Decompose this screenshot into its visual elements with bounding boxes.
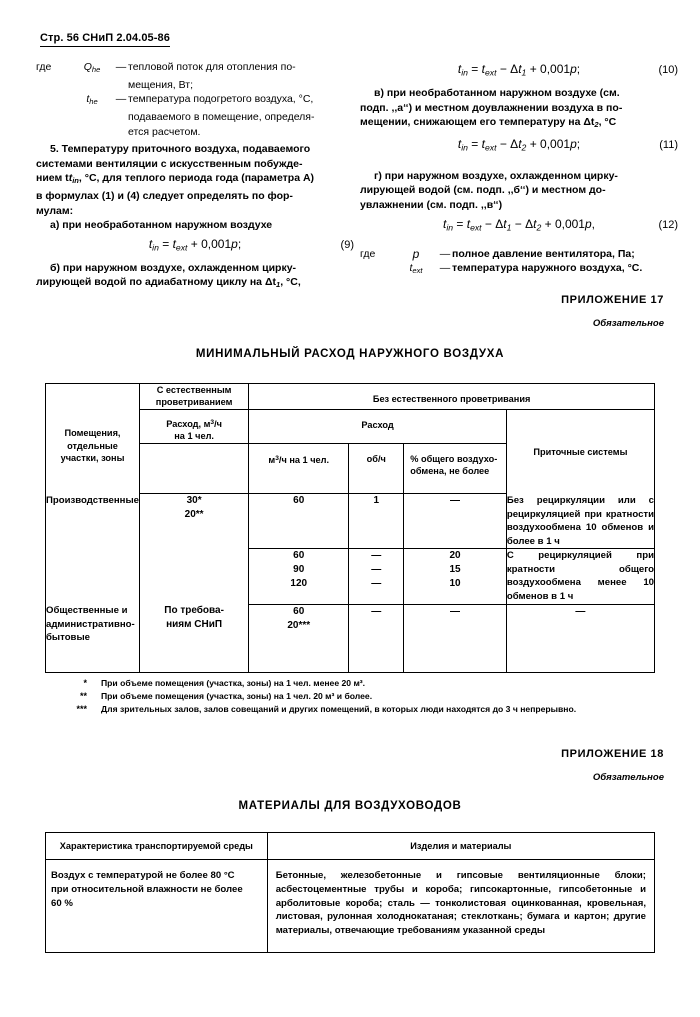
th-air-changes: об/ч <box>349 443 404 494</box>
th-flow-col2-blank <box>140 443 249 494</box>
td-row3-m3h-1: 60 <box>293 605 305 617</box>
td-row2-percent-1: 20 <box>449 550 461 562</box>
footnote-2-text: При объеме помещения (участка, зоны) на 1 чел. 20 м³ и более. <box>101 691 373 701</box>
definition-text-text: температура наружного воздуха, °С. <box>452 262 643 275</box>
appendix-17-obligatory: Обязательное <box>592 318 664 329</box>
td-row1-obh: 1 <box>349 494 404 549</box>
clause-5-line1 <box>36 142 354 157</box>
td-row1-natural <box>140 494 249 604</box>
item-v-line3: мещении, снижающем его температуру на $\Delta t_2$, °С <box>360 116 617 130</box>
left-text-column <box>36 60 354 293</box>
td-row3-natural <box>140 604 249 673</box>
footnote-3-mark: *** <box>76 704 87 714</box>
formula-11-line <box>360 137 678 157</box>
symbol-text: $t_{ext}$ <box>409 262 423 276</box>
definition-text-qhe: тепловой поток для отопления по- <box>128 61 296 73</box>
th-flow-per-person <box>140 409 249 443</box>
clause-5-text3b: , °С, для теплого периода года (параметра А) <box>78 172 315 185</box>
th-percent-l2: обмена, не более <box>410 466 490 476</box>
formula-12: $t_{in} = t_{ext} - \Delta t_1 - \Delta t_2 + 0,001p$, <box>442 216 596 233</box>
formula-12-number: (12) <box>658 218 678 231</box>
th-natural-l1: С естественным <box>156 385 232 395</box>
where-label-left: где <box>36 61 52 73</box>
td-row2-percent-2: 15 <box>449 564 461 576</box>
td-row2-systems: С рециркуляцией при кратности общего воздухообмена менее 10 обменов в 1 ч <box>506 549 654 604</box>
definition-row-p <box>360 247 678 262</box>
item-b-text2b: , °С, <box>280 276 301 289</box>
td-row3-systems: — <box>506 604 654 673</box>
th-percent-total <box>404 443 507 494</box>
clause-5-line2: системами вентиляции с искусственным побужде- <box>36 157 303 170</box>
item-g-line2: лирующей водой (см. подп. ,,б‘‘) и местном до- <box>360 184 606 197</box>
td-row2-m3h <box>249 549 349 604</box>
definition-text-the-line3: ется расчетом. <box>128 125 201 138</box>
table-duct-materials <box>45 832 655 953</box>
definition-text-the-line2: подаваемого в помещение, определя- <box>128 111 315 123</box>
definition-row-qhe <box>36 60 354 78</box>
symbol-p: p <box>412 246 420 261</box>
th-no-natural-ventilation: Без естественного проветривания <box>249 384 655 410</box>
formula-10: $t_{in} = t_{ext} - \Delta t_1 + 0,001p$; <box>457 62 581 78</box>
clause-5-line3: нием $tt_{in}$, °С, для теплого периода года (параметра А) <box>36 172 315 186</box>
item-b-text2: лирующей водой по адиабатному циклу на Δt <box>36 276 276 289</box>
appendix-17-title: МИНИМАЛЬНЫЙ РАСХОД НАРУЖНОГО ВОЗДУХА <box>195 348 505 360</box>
th-premises-l3: участки, зоны <box>60 453 125 464</box>
dash-qhe: — <box>115 61 127 73</box>
formula-11-number: (11) <box>659 138 678 151</box>
item-b-line2: лирующей водой по адиабатному циклу на $\Delta t_1$, °С, <box>36 276 301 290</box>
td-row3-name <box>46 604 140 673</box>
td-medium-value <box>46 860 268 953</box>
td-row2-obh-3: — <box>371 578 382 590</box>
formula-9-number: (9) <box>340 238 354 251</box>
item-v-text3: мещении, снижающем его температуру на Δt <box>360 116 595 129</box>
clause-5-line5: мулам: <box>36 204 74 217</box>
th-flow-l1: Расход, $м^3/ч$ <box>166 418 222 429</box>
definition-row-the-cont2 <box>36 125 354 140</box>
td-row1-m3h: 60 <box>249 494 349 549</box>
symbol-qhe: $Q_{he}$ <box>83 61 101 75</box>
footnote-3 <box>45 703 655 716</box>
td-medium-l1: Воздух с температурой не более 80 °С <box>51 870 235 882</box>
th-percent-l1: % общего воздухо- <box>410 453 498 464</box>
appendix-18-title: МАТЕРИАЛЫ ДЛЯ ВОЗДУХОВОДОВ <box>238 800 462 812</box>
definition-row-the <box>36 92 354 110</box>
symbol-the: $t_{he}$ <box>86 93 98 107</box>
where-label-right: где <box>360 247 376 260</box>
dash-the: — <box>115 93 127 106</box>
td-row2-obh <box>349 549 404 604</box>
formula-10-number: (10) <box>658 64 678 76</box>
formula-9-line <box>36 237 354 257</box>
item-g-line3: увлажнении (см. подп. ,,в‘‘) <box>360 199 503 212</box>
formula-11: $t_{in} = t_{ext} - \Delta t_2 + 0,001p$; <box>457 136 581 153</box>
definition-row-qhe-cont <box>36 78 354 93</box>
definition-text-qhe-line2: мещения, Вт; <box>128 78 193 91</box>
clause-5-line4: в формулах (1) и (4) следует определять по фор- <box>36 190 293 203</box>
td-medium-l3: 60 % <box>51 897 73 909</box>
th-natural-l2: проветриванием <box>155 397 233 408</box>
dash-text: — <box>439 262 451 275</box>
table-row <box>46 860 655 953</box>
item-v-line2: подп. ,,а‘‘) и местном доувлажнении воздуха в по- <box>360 101 623 114</box>
right-text-column <box>360 60 678 279</box>
item-a-text: а) при необработанном наружном воздухе <box>50 219 273 232</box>
formula-10-line <box>360 62 678 82</box>
appendix-17-label: ПРИЛОЖЕНИЕ 17 <box>561 294 664 306</box>
footnote-1 <box>45 677 655 690</box>
footnote-1-text: При объеме помещения (участка, зоны) на 1 чел. менее 20 м³. <box>101 678 366 688</box>
td-row3-name-l1: Общественные и <box>46 605 128 617</box>
th-supply-systems: Приточные системы <box>506 409 654 494</box>
footnote-2-mark: ** <box>79 691 87 701</box>
td-row2-obh-1: — <box>371 550 382 562</box>
table-18-header-row <box>46 833 655 860</box>
th-premises-l2: отдельные <box>67 440 118 451</box>
td-row3-percent: — <box>404 604 507 673</box>
definition-text-p: полное давление вентилятора, Па; <box>452 247 635 260</box>
td-row3-m3h-2: 20*** <box>287 619 311 631</box>
td-row2-m3h-3: 120 <box>290 578 308 590</box>
td-row2-percent-3: 10 <box>449 578 461 590</box>
th-medium-characteristic: Характеристика транспортируемой среды <box>46 833 268 860</box>
table-18-wrapper <box>45 832 655 953</box>
footnote-2 <box>45 690 655 703</box>
td-row1-percent: — <box>404 494 507 549</box>
th-flow-l2: на 1 чел. <box>174 431 214 442</box>
td-row3-obh: — <box>349 604 404 673</box>
formula-9: $t_{in} = t_{ext} + 0,001p$; <box>148 236 242 253</box>
table-17-footnotes <box>45 677 655 716</box>
item-b-line1: б) при наружном воздухе, охлажденном цирку- <box>50 261 297 274</box>
td-row2-percent <box>404 549 507 604</box>
definition-row-the-cont1 <box>36 110 354 125</box>
td-row2-m3h-2: 90 <box>293 564 305 576</box>
table-row <box>46 494 655 549</box>
td-row3-natural-l2: ниям СНиП <box>166 619 223 631</box>
td-materials-value: Бетонные, железобетонные и гипсовые вентиляционные блоки; асбестоцементные трубы и короба; гипсокартонные, гипсобетонные и арболитовые короба; сталь — тонколистовая оцинкованная, кровельная, листовая, рулонная холоднокатаная; стеклоткань; бумага и картон; другие материалы, отвечающие требованиям указанной среды <box>267 860 654 953</box>
td-row2-obh-2: — <box>371 564 382 576</box>
td-row1-natural-l1: 30* <box>186 495 202 507</box>
item-v-line1: в) при необработанном наружном воздухе (см. <box>374 87 620 99</box>
td-row1-systems: Без рециркуляции или с рециркуляцией при кратности воздухообмена 10 обменов и более в 1 ч <box>506 494 654 549</box>
table-17-wrapper <box>45 383 655 673</box>
formula-12-line <box>360 217 678 237</box>
td-row1-name: Производственные <box>46 494 140 604</box>
table-17-header-row-1 <box>46 384 655 410</box>
td-row3-name-l2: административно- <box>46 618 135 630</box>
td-row3-natural-l1: По требова- <box>164 605 224 617</box>
table-row <box>46 604 655 673</box>
td-row2-m3h-1: 60 <box>293 550 305 562</box>
th-premises <box>46 384 140 494</box>
footnote-1-mark: * <box>83 678 87 688</box>
item-g-line1: г) при наружном воздухе, охлажденном цирку- <box>374 169 618 182</box>
td-medium-l2: при относительной влажности не более <box>51 884 243 895</box>
appendix-18-label: ПРИЛОЖЕНИЕ 18 <box>561 748 664 760</box>
td-row3-m3h <box>249 604 349 673</box>
dash-p: — <box>439 247 451 260</box>
th-natural-ventilation <box>140 384 249 410</box>
th-products-materials: Изделия и материалы <box>267 833 654 860</box>
th-premises-l1: Помещения, <box>64 428 121 439</box>
th-rashod-group: Расход <box>249 409 507 443</box>
th-m3h-per-person: $м^3/ч$ на 1 чел. <box>249 443 349 494</box>
definition-text-the: температура подогретого воздуха, °С, <box>128 93 314 106</box>
footnote-3-text: Для зрительных залов, залов совещаний и других помещений, в которых люди находятся до 3 ч непрерывно. <box>101 704 577 714</box>
definition-row-text <box>360 261 678 279</box>
item-v-text3b: , °С <box>598 116 617 129</box>
td-row1-natural-l2: 20** <box>184 509 204 521</box>
td-row3-name-l3: бытовые <box>46 631 90 643</box>
table-minimal-outdoor-air <box>45 383 655 673</box>
page-header: Стр. 56 СНиП 2.04.05-86 <box>40 32 170 47</box>
clause-5-text1: 5. Температуру приточного воздуха, подаваемого <box>50 143 311 156</box>
appendix-18-obligatory: Обязательное <box>592 772 664 783</box>
clause-5-text3: нием t <box>36 172 69 185</box>
